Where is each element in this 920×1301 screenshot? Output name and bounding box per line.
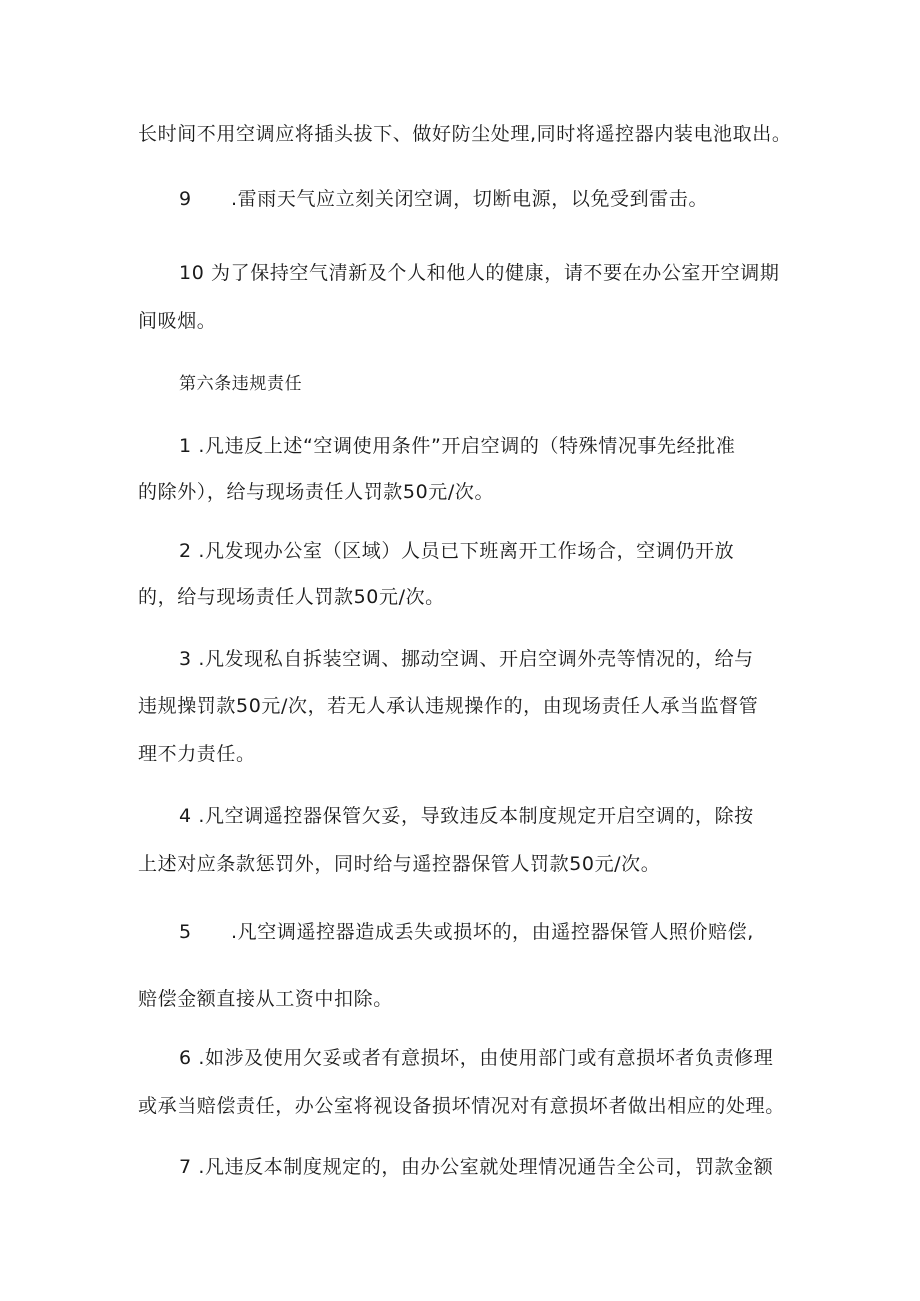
text-line: 3 .凡发现私自拆装空调、挪动空调、开启空调外壳等情况的，给与 <box>179 648 754 670</box>
text-line: 2 .凡发现办公室（区域）人员已下班离开工作场合，空调仍开放 <box>179 540 735 562</box>
text-line: 的除外），给与现场责任人罚款50元/次。 <box>138 481 495 503</box>
text-line: 4 .凡空调遥控器保管欠妥，导致违反本制度规定开启空调的，除按 <box>179 805 754 827</box>
text-line: 6 .如涉及使用欠妥或者有意损坏，由使用部门或有意损坏者负责修理 <box>179 1047 774 1069</box>
text-line: .凡空调遥控器造成丢失或损坏的，由遥控器保管人照价赔偿, <box>231 921 754 943</box>
text-line: 10 为了保持空气清新及个人和他人的健康，请不要在办公室开空调期 <box>179 262 780 284</box>
text-line: 7 .凡违反本制度规定的，由办公室就处理情况通告全公司，罚款金额 <box>179 1156 774 1178</box>
item-number: 5 <box>179 921 192 943</box>
text-line: 上述对应条款惩罚外，同时给与遥控器保管人罚款50元/次。 <box>138 853 661 875</box>
item-number: 9 <box>179 188 192 210</box>
text-line: 赔偿金额直接从工资中扣除。 <box>138 988 393 1010</box>
text-line: 或承当赔偿责任，办公室将视设备损坏情况对有意损坏者做出相应的处理。 <box>138 1095 785 1117</box>
text-line: 的，给与现场责任人罚款50元/次。 <box>138 586 445 608</box>
text-line: 间吸烟。 <box>138 310 217 332</box>
text-line: 理不力责任。 <box>138 743 256 765</box>
text-line: 长时间不用空调应将插头拔下、做好防尘处理,同时将遥控器内装电池取出。 <box>138 123 792 145</box>
section-heading: 第六条违规责任 <box>179 374 303 394</box>
text-line: .雷雨天气应立刻关闭空调，切断电源，以免受到雷击。 <box>231 188 709 210</box>
text-line: 1 .凡违反上述“空调使用条件”开启空调的（特殊情况事先经批准 <box>179 435 736 457</box>
text-line: 违规操罚款50元/次，若无人承认违规操作的，由现场责任人承当监督管 <box>138 695 759 717</box>
